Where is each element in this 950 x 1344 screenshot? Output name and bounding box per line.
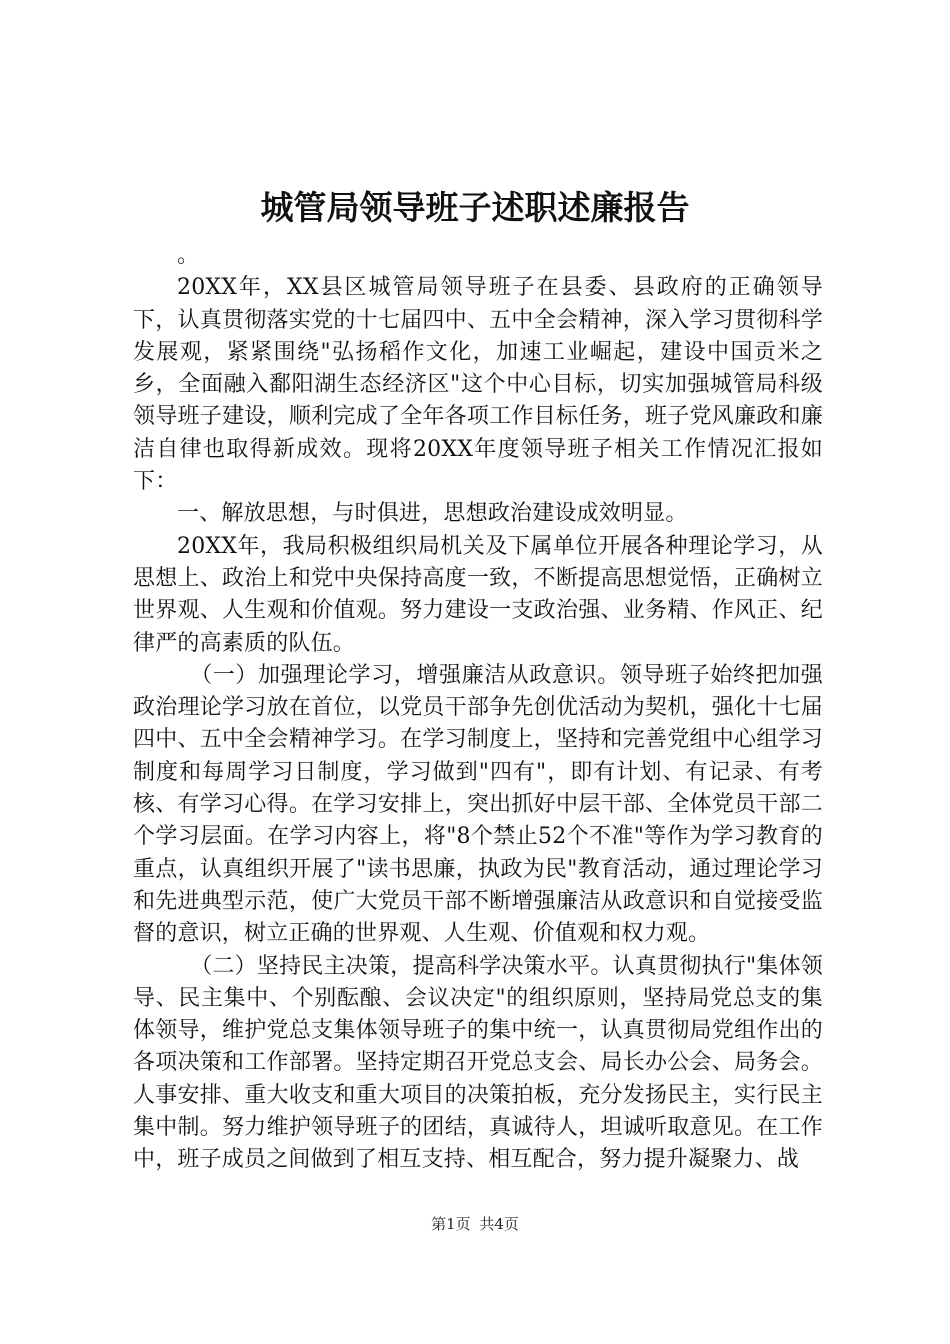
paragraph-0: 。 [177, 243, 200, 268]
subsection-2: （二）坚持民主决策，提高科学决策水平。认真贯彻执行"集体领导、民主集中、个别酝酿、会议决定"的组织原则，坚持局党总支的集体领导，维护党总支集体领导班子的集中统一，认真贯彻局党组作出的各项决策和工作部署。坚持定期召开党总支会、局长办公会、局务会。人事安排、重大收支和重大项目的决策拍板，充分发扬民主，实行民主集中制。努力维护领导班子的团结，真诚待人，坦诚听取意见。在工作中，班子成员之间做到了相互支持、相互配合，努力提升凝聚力、战 [133, 953, 823, 1173]
page-footer [0, 1213, 950, 1235]
section-heading-1: 一、解放思想，与时俱进，思想政治建设成效明显。 [177, 501, 688, 527]
document-title: 城管局领导班子述职述廉报告 [260, 188, 690, 227]
paragraph-2: 20XX年，我局积极组织局机关及下属单位开展各种理论学习，从思想上、政治上和党中央保持高度一致，不断提高思想觉悟，正确树立世界观、人生观和价值观。努力建设一支政治强、业务精、作风正、纪律严的高素质的队伍。 [133, 533, 823, 656]
subsection-1: （一）加强理论学习，增强廉洁从政意识。领导班子始终把加强政治理论学习放在首位，以党员干部争先创优活动为契机，强化十七届四中、五中全会精神学习。在学习制度上，坚持和完善党组中心组学习制度和每周学习日制度，学习做到"四有"，即有计划、有记录、有考核、有学习心得。在学习安排上，突出抓好中层干部、全体党员干部二个学习层面。在学习内容上，将"8个禁止52个不准"等作为学习教育的重点，认真组织开展了"读书思廉，执政为民"教育活动，通过理论学习和先进典型示范，使广大党员干部不断增强廉洁从政意识和自觉接受监督的意识，树立正确的世界观、人生观、价值观和权力观。 [133, 662, 823, 947]
paragraph-1: 20XX年，XX县区城管局领导班子在县委、县政府的正确领导下，认真贯彻落实党的十七届四中、五中全会精神，深入学习贯彻科学发展观，紧紧围绕"弘扬稻作文化，加速工业崛起，建设中国贡米之乡，全面融入鄱阳湖生态经济区"这个中心目标，切实加强城管局科级领导班子建设，顺利完成了全年各项工作目标任务，班子党风廉政和廉洁自律也取得新成效。现将20XX年度领导班子相关工作情况汇报如下： [133, 275, 823, 495]
document-body [133, 240, 823, 1177]
page-number: 第1页 [431, 1215, 471, 1233]
page-total: 共4页 [479, 1215, 519, 1233]
